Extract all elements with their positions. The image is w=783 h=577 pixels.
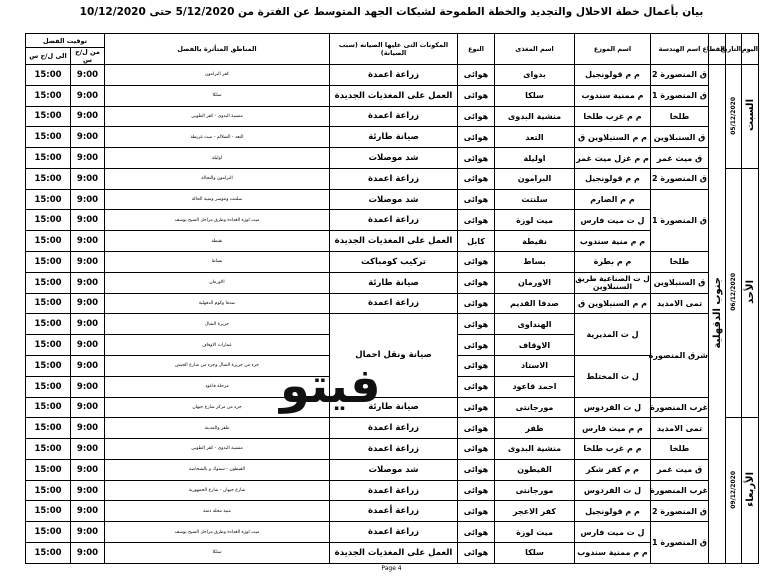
feeder-cell: سلكا [495,542,575,563]
time-to-cell: 15:00 [26,252,71,273]
table-row [26,314,759,335]
distributor-cell: م م ميت فارس [575,418,651,439]
table-row [26,542,759,563]
day-cell-text: الأحد [744,280,756,305]
feeder-cell: كفر الاعجر [495,501,575,522]
components-cell: شد موصلات [330,459,458,480]
type-cell: هوائى [458,335,495,356]
table-row [26,252,759,273]
distributor-cell: م م الصارم [575,189,651,210]
feeder-cell: سلنتت [495,189,575,210]
table-row [26,480,759,501]
time-to-cell: 15:00 [26,522,71,543]
components-cell: زراعة اعمدة [330,210,458,231]
time-from-cell: 9:00 [71,439,105,460]
distributor-cell: م م السنبلاوين ق [575,293,651,314]
areas-cell: عمارات الاوقاف [105,335,330,356]
engineering-cell: طلخا [651,439,709,460]
table-row [26,439,759,460]
time-from-cell: 9:00 [71,418,105,439]
type-cell: هوائى [458,439,495,460]
type-cell: هوائى [458,148,495,169]
feeder-cell: بساط [495,252,575,273]
type-cell: هوائى [458,210,495,231]
time-from-cell: 9:00 [71,335,105,356]
header-areas: المناطق المتأثرة بالفصل [105,34,330,65]
table-row [26,127,759,148]
components-cell: شد موصلات [330,148,458,169]
day-cell-text: الأربعاء [744,472,756,508]
time-to-cell: 15:00 [26,355,71,376]
areas-cell: التعد - السلالم - ميت غريطة [105,127,330,148]
header-type: النوع [458,34,495,65]
distributor-cell: ل ت الفردوس [575,480,651,501]
feeder-cell: سلكا [495,85,575,106]
time-to-cell: 15:00 [26,210,71,231]
page-title: بيان بأعمال خطة الاحلال والتجديد والخطة الطموحة لشبكات الجهد المتوسط عن الفترة من 5/12/2020 حتى 10/12/2020 [79,6,704,18]
distributor-cell: م م قولونجيل [575,168,651,189]
time-from-cell: 9:00 [71,231,105,252]
feeder-cell: مورجانتى [495,480,575,501]
components-cell: العمل على المغذيات الجديدة [330,85,458,106]
header-from: من ل/ح س [71,48,105,65]
page-footer: Page 4 [381,565,402,572]
time-to-cell: 15:00 [26,168,71,189]
table-row [26,231,759,252]
engineering-cell: ق المنصورة 1 [651,189,709,251]
type-cell: هوائى [458,252,495,273]
feeder-cell: القيطون [495,459,575,480]
engineering-cell: شرق المنصورة [651,314,709,397]
table-row [26,272,759,293]
time-from-cell: 9:00 [71,210,105,231]
areas-cell: ظفر والمدينة [105,418,330,439]
areas-cell: ميت لوزة الغدادة وطرق مراحل الشيخ يوسف [105,522,330,543]
areas-cell: مرحلة قاعود [105,376,330,397]
areas-cell: القيطون - سموك و بالشخاصة [105,459,330,480]
areas-cell: الاورمان [105,272,330,293]
time-from-cell: 9:00 [71,376,105,397]
areas-cell: سلنتت ونتوسر ومنية الجالة [105,189,330,210]
feeder-cell: منشية البدوى [495,439,575,460]
header-sector: القطاع [709,34,726,65]
table-row [26,106,759,127]
areas-cell: نقيطة [105,231,330,252]
feeder-cell: الاورمان [495,272,575,293]
type-cell: هوائى [458,418,495,439]
distributor-cell: م م غزل ميت غمر [575,148,651,169]
areas-cell: البرامون والنجالة [105,168,330,189]
header-distributor: اسم الموزع [575,34,651,65]
distributor-cell: ل ت الصناعية طريق السنبلاوين [575,272,651,293]
components-cell: زراعة اعمدة [330,522,458,543]
feeder-cell: مورجانتى [495,397,575,418]
type-cell: هوائى [458,85,495,106]
time-to-cell: 15:00 [26,376,71,397]
time-to-cell: 15:00 [26,85,71,106]
time-to-cell: 15:00 [26,231,71,252]
header-components: المكونات التى عليها الصيانه (سبب الصيانة) [330,34,458,65]
areas-cell: سلكا [105,85,330,106]
type-cell: هوائى [458,314,495,335]
time-from-cell: 9:00 [71,355,105,376]
type-cell: هوائى [458,168,495,189]
time-from-cell: 9:00 [71,148,105,169]
areas-cell: منشية البدوى - كفر الطوبي [105,439,330,460]
time-from-cell: 9:00 [71,397,105,418]
time-from-cell: 9:00 [71,542,105,563]
time-from-cell: 9:00 [71,65,105,86]
distributor-cell: ل ت ميت فارس [575,210,651,231]
distributor-cell: م ممنية سندوب [575,85,651,106]
date-cell-text: 05/12/2020 [730,96,737,135]
components-cell: شد موصلات [330,189,458,210]
feeder-cell: البرامون [495,168,575,189]
table-row [26,210,759,231]
components-cell: صيانة طارئة [330,272,458,293]
distributor-cell: م م غرب طلخا [575,439,651,460]
type-cell: هوائى [458,501,495,522]
engineering-cell: ق المنصورة 2 [651,501,709,522]
feeder-cell: نقيطة [495,231,575,252]
time-to-cell: 15:00 [26,335,71,356]
type-cell: هوائى [458,522,495,543]
components-cell: العمل على المغذيات الجديدة [330,231,458,252]
time-to-cell: 15:00 [26,148,71,169]
time-to-cell: 15:00 [26,272,71,293]
time-from-cell: 9:00 [71,501,105,522]
components-cell: العمل على المغذيات الجديدة [330,542,458,563]
time-to-cell: 15:00 [26,418,71,439]
engineering-cell: ق المنصورة 1 [651,522,709,564]
feeder-cell: ميت لوزة [495,522,575,543]
engineering-cell: غرب المنصورة [651,397,709,418]
table-row [26,522,759,543]
components-cell: زراعة اعمدة [330,293,458,314]
type-cell: هوائى [458,397,495,418]
header-to: الى ل/ح س [26,48,71,65]
header-feeder: اسم المغذى [495,34,575,65]
areas-cell: جزء من مركز شارع جيهان [105,397,330,418]
feeder-cell: التعد [495,127,575,148]
feeder-cell: اوليلة [495,148,575,169]
areas-cell: شارع جيهان - شارع الجمهورية [105,480,330,501]
time-from-cell: 9:00 [71,252,105,273]
date-cell [726,418,742,564]
feeder-cell: ظفر [495,418,575,439]
date-cell [726,168,742,417]
day-cell [742,65,759,169]
schedule-table [25,33,759,564]
time-to-cell: 15:00 [26,314,71,335]
components-cell: زراعة اعمدة [330,418,458,439]
feeder-cell: صدفا القديم [495,293,575,314]
engineering-cell: ق المنصورة 2 [651,65,709,86]
time-to-cell: 15:00 [26,459,71,480]
type-cell: هوائى [458,480,495,501]
distributor-cell: م م قولونجيل [575,501,651,522]
feeder-cell: الاوقاف [495,335,575,356]
components-cell: صيانة ونقل احمال [330,314,458,397]
day-cell [742,418,759,564]
engineering-cell: ق ميت غمر [651,148,709,169]
components-cell: صيانة طارئة [330,127,458,148]
table-row [26,459,759,480]
components-cell: تركيب كومباكت [330,252,458,273]
areas-cell: سلكا [105,542,330,563]
table-row [26,148,759,169]
feeder-cell: الاستاد [495,355,575,376]
distributor-cell: م م السنبلاوين ق [575,127,651,148]
table-row [26,397,759,418]
table-row [26,65,759,86]
engineering-cell: غرب المنصورة [651,480,709,501]
date-cell [726,65,742,169]
distributor-cell: ل ت المديرية [575,314,651,356]
type-cell: هوائى [458,293,495,314]
engineering-cell: ق المنصورة 2 [651,168,709,189]
distributor-cell: ل ت المختلط [575,355,651,397]
areas-cell: جزء من جزيرة الشال وجزء من شارع الجيش [105,355,330,376]
engineering-cell: تمى الامديد [651,293,709,314]
time-to-cell: 15:00 [26,542,71,563]
engineering-cell: ق المنصورة 1 [651,85,709,106]
header-date: التاريخ [726,34,742,65]
type-cell: كابل [458,231,495,252]
day-cell [742,168,759,417]
distributor-cell: م م بطرة [575,252,651,273]
type-cell: هوائى [458,65,495,86]
time-from-cell: 9:00 [71,127,105,148]
table-row [26,85,759,106]
time-from-cell: 9:00 [71,314,105,335]
table-row [26,168,759,189]
day-cell-text: السبت [744,99,756,132]
feeder-cell: احمد قاعود [495,376,575,397]
time-from-cell: 9:00 [71,106,105,127]
areas-cell: صدفا وكوم الدقهلية [105,293,330,314]
engineering-cell: تمى الامديد [651,418,709,439]
type-cell: هوائى [458,376,495,397]
engineering-cell: ق ميت غمر [651,459,709,480]
engineering-cell: ق السنبلاوين [651,272,709,293]
distributor-cell: م م غرب طلخا [575,106,651,127]
header-day: اليوم [742,34,759,65]
components-cell: زراعة اعمدة [330,65,458,86]
components-cell: زراعة أعمدة [330,501,458,522]
type-cell: هوائى [458,106,495,127]
time-to-cell: 15:00 [26,106,71,127]
areas-cell: ميت لوزة الغدادة وطرق مراحل الشيخ يوسف [105,210,330,231]
areas-cell: بساط [105,252,330,273]
type-cell: هوائى [458,542,495,563]
components-cell: زراعة اعمدة [330,480,458,501]
time-from-cell: 9:00 [71,522,105,543]
time-from-cell: 9:00 [71,189,105,210]
engineering-cell: طلخا [651,252,709,273]
time-to-cell: 15:00 [26,501,71,522]
areas-cell: كفر البرامون [105,65,330,86]
engineering-cell: طلخا [651,106,709,127]
table-row [26,501,759,522]
type-cell: هوائى [458,272,495,293]
areas-cell: جزيرة الشال [105,314,330,335]
table-row [26,189,759,210]
distributor-cell: ل ت الفردوس [575,397,651,418]
feeder-cell: بدواى [495,65,575,86]
header-engineering: اسم الهندسة [651,34,709,65]
components-cell: صيانة طارئة [330,397,458,418]
date-cell-text: 06/12/2020 [730,273,737,311]
time-to-cell: 15:00 [26,293,71,314]
distributor-cell: ل ت ميت فارس [575,522,651,543]
time-to-cell: 15:00 [26,480,71,501]
sector-cell [709,65,726,564]
feeder-cell: الهنداوى [495,314,575,335]
feeder-cell: ميت لوزة [495,210,575,231]
type-cell: هوائى [458,127,495,148]
time-to-cell: 15:00 [26,127,71,148]
time-from-cell: 9:00 [71,85,105,106]
sector-cell-text: جنوب الدقهلية [711,277,723,349]
header-time: توقيت الفصل [26,34,105,48]
time-to-cell: 15:00 [26,189,71,210]
watermark-logo: فيتو [280,358,381,414]
components-cell: زراعة اعمدة [330,439,458,460]
distributor-cell: م م منية سندوب [575,231,651,252]
time-from-cell: 9:00 [71,272,105,293]
time-from-cell: 9:00 [71,293,105,314]
distributor-cell: م م ممنية سندوب [575,542,651,563]
areas-cell: اوليلة [105,148,330,169]
time-to-cell: 15:00 [26,65,71,86]
components-cell: زراعة اعمدة [330,106,458,127]
areas-cell: منية محلة دمنة [105,501,330,522]
components-cell: زراعة اعمدة [330,168,458,189]
type-cell: هوائى [458,189,495,210]
time-to-cell: 15:00 [26,439,71,460]
time-from-cell: 9:00 [71,459,105,480]
type-cell: هوائى [458,355,495,376]
distributor-cell: م م قولونجيل [575,65,651,86]
type-cell: هوائى [458,459,495,480]
date-cell-text: 09/12/2020 [730,470,737,509]
time-from-cell: 9:00 [71,168,105,189]
table-row [26,418,759,439]
table-row [26,293,759,314]
areas-cell: منشية البدوى - كفر الطوبي [105,106,330,127]
feeder-cell: منشية البدوى [495,106,575,127]
time-to-cell: 15:00 [26,397,71,418]
distributor-cell: م م كفر شكر [575,459,651,480]
engineering-cell: ق السنبلاوين [651,127,709,148]
time-from-cell: 9:00 [71,480,105,501]
